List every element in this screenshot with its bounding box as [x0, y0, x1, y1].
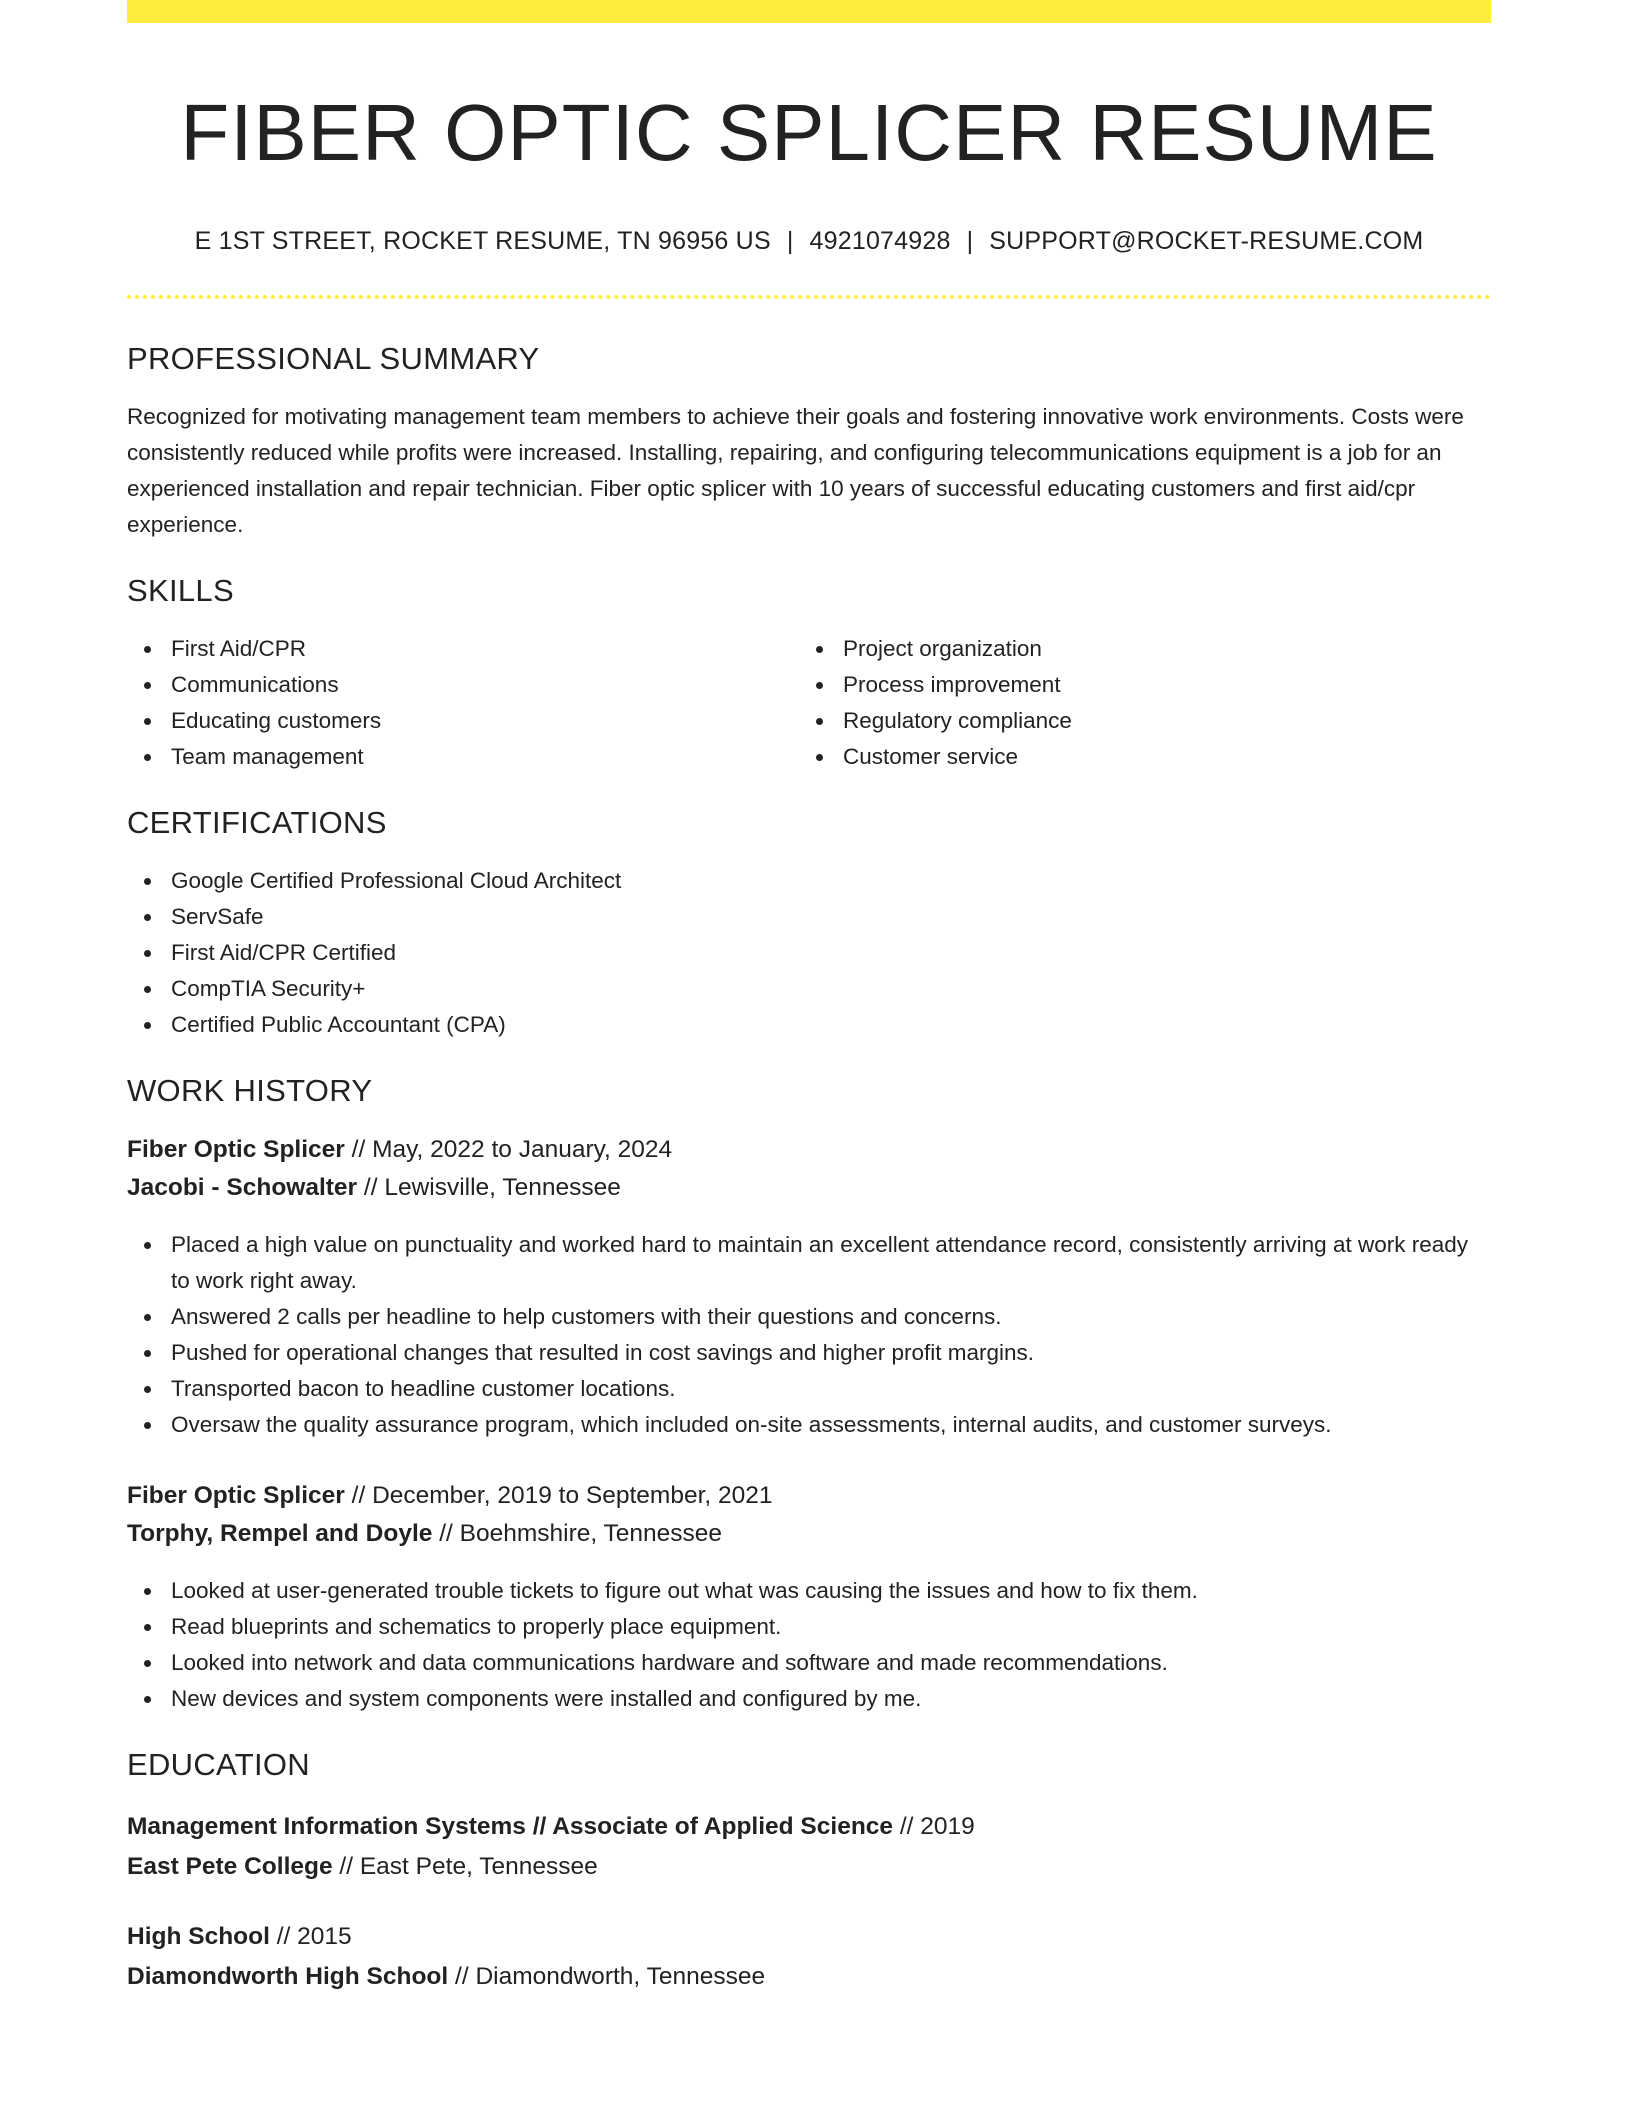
- accent-top-bar: [127, 0, 1491, 23]
- contact-address: E 1ST STREET, ROCKET RESUME, TN 96956 US: [194, 227, 771, 255]
- job-company: Jacobi - Schowalter: [127, 1174, 358, 1201]
- education-degree-line: [127, 1807, 1491, 1847]
- education-location: // East Pete, Tennessee: [332, 1853, 598, 1880]
- job-title-line: [127, 1131, 1491, 1169]
- skill-item: Regulatory compliance: [799, 703, 1471, 739]
- work-history-heading: WORK HISTORY: [127, 1073, 373, 1108]
- education-entry: [127, 1807, 1491, 1887]
- contact-separator: |: [786, 227, 794, 255]
- skill-item: Customer service: [799, 739, 1471, 775]
- resume-title: FIBER OPTIC SPLICER RESUME: [180, 88, 1438, 177]
- certification-item: CompTIA Security+: [127, 971, 1491, 1007]
- contact-separator: |: [966, 227, 974, 255]
- certification-item: Certified Public Accountant (CPA): [127, 1007, 1491, 1043]
- skill-item: Educating customers: [127, 703, 799, 739]
- dotted-divider: [127, 295, 1491, 299]
- certification-item: ServSafe: [127, 899, 1491, 935]
- skills-list-right: [799, 631, 1471, 775]
- skill-item: Communications: [127, 667, 799, 703]
- contact-email: SUPPORT@ROCKET-RESUME.COM: [989, 227, 1424, 255]
- job-bullet: New devices and system components were installed and configured by me.: [127, 1681, 1491, 1717]
- contact-line: [127, 225, 1491, 257]
- education-entry: [127, 1917, 1491, 1997]
- education-year: // 2015: [269, 1923, 352, 1950]
- skill-item: Project organization: [799, 631, 1471, 667]
- education-heading: EDUCATION: [127, 1747, 310, 1782]
- certifications-heading: CERTIFICATIONS: [127, 805, 387, 840]
- job-bullets: [127, 1227, 1491, 1443]
- job-dates: // December, 2019 to September, 2021: [344, 1482, 773, 1509]
- job-bullets: [127, 1573, 1491, 1717]
- skills-grid: [127, 631, 1491, 775]
- education-school: East Pete College: [127, 1853, 333, 1880]
- job-bullet: Pushed for operational changes that resulted in cost savings and higher profit margins.: [127, 1335, 1491, 1371]
- certification-item: Google Certified Professional Cloud Architect: [127, 863, 1491, 899]
- job-entry: [127, 1477, 1491, 1717]
- job-location: // Lewisville, Tennessee: [357, 1174, 621, 1201]
- job-bullet: Oversaw the quality assurance program, which included on-site assessments, internal audits, and customer surveys.: [127, 1407, 1491, 1443]
- education-location: // Diamondworth, Tennessee: [448, 1963, 766, 1990]
- summary-heading: PROFESSIONAL SUMMARY: [127, 341, 540, 376]
- job-company-line: [127, 1169, 1491, 1207]
- education-degree-line: [127, 1917, 1491, 1957]
- resume-page: [127, 0, 1491, 1997]
- education-school: Diamondworth High School: [127, 1963, 449, 1990]
- job-location: // Boehmshire, Tennessee: [432, 1520, 723, 1547]
- job-bullet: Answered 2 calls per headline to help customers with their questions and concerns.: [127, 1299, 1491, 1335]
- job-bullet: Placed a high value on punctuality and worked hard to maintain an excellent attendance record, consistently arriving at work ready to work right away.: [127, 1227, 1491, 1299]
- education-year: // 2019: [893, 1813, 975, 1840]
- job-bullet: Looked at user-generated trouble tickets to figure out what was causing the issues and how to fix them.: [127, 1573, 1491, 1609]
- job-company: Torphy, Rempel and Doyle: [127, 1520, 433, 1547]
- summary-text: Recognized for motivating management team members to achieve their goals and fostering innovative work environments. Costs were consistently reduced while profits were increased. Installing, repairing, and configuring telecommunications equipment is a job for an experienced installation and repair technician. Fiber optic splicer with 10 years of successful educating customers and first aid/cpr experience.: [127, 404, 1464, 537]
- job-entry: [127, 1131, 1491, 1443]
- job-title: Fiber Optic Splicer: [127, 1136, 345, 1163]
- job-bullet: Transported bacon to headline customer locations.: [127, 1371, 1491, 1407]
- education-degree: High School: [127, 1923, 270, 1950]
- skills-heading: SKILLS: [127, 573, 234, 608]
- certification-item: First Aid/CPR Certified: [127, 935, 1491, 971]
- skills-list-left: [127, 631, 799, 775]
- contact-phone: 4921074928: [809, 227, 951, 255]
- skill-item: Team management: [127, 739, 799, 775]
- certifications-list: [127, 863, 1491, 1043]
- job-company-line: [127, 1515, 1491, 1553]
- skill-item: Process improvement: [799, 667, 1471, 703]
- skill-item: First Aid/CPR: [127, 631, 799, 667]
- job-dates: // May, 2022 to January, 2024: [344, 1136, 673, 1163]
- job-bullet: Read blueprints and schematics to properly place equipment.: [127, 1609, 1491, 1645]
- job-bullet: Looked into network and data communications hardware and software and made recommendations.: [127, 1645, 1491, 1681]
- education-school-line: [127, 1957, 1491, 1997]
- job-title: Fiber Optic Splicer: [127, 1482, 345, 1509]
- education-degree: Management Information Systems // Associate of Applied Science: [127, 1813, 894, 1840]
- education-school-line: [127, 1847, 1491, 1887]
- job-title-line: [127, 1477, 1491, 1515]
